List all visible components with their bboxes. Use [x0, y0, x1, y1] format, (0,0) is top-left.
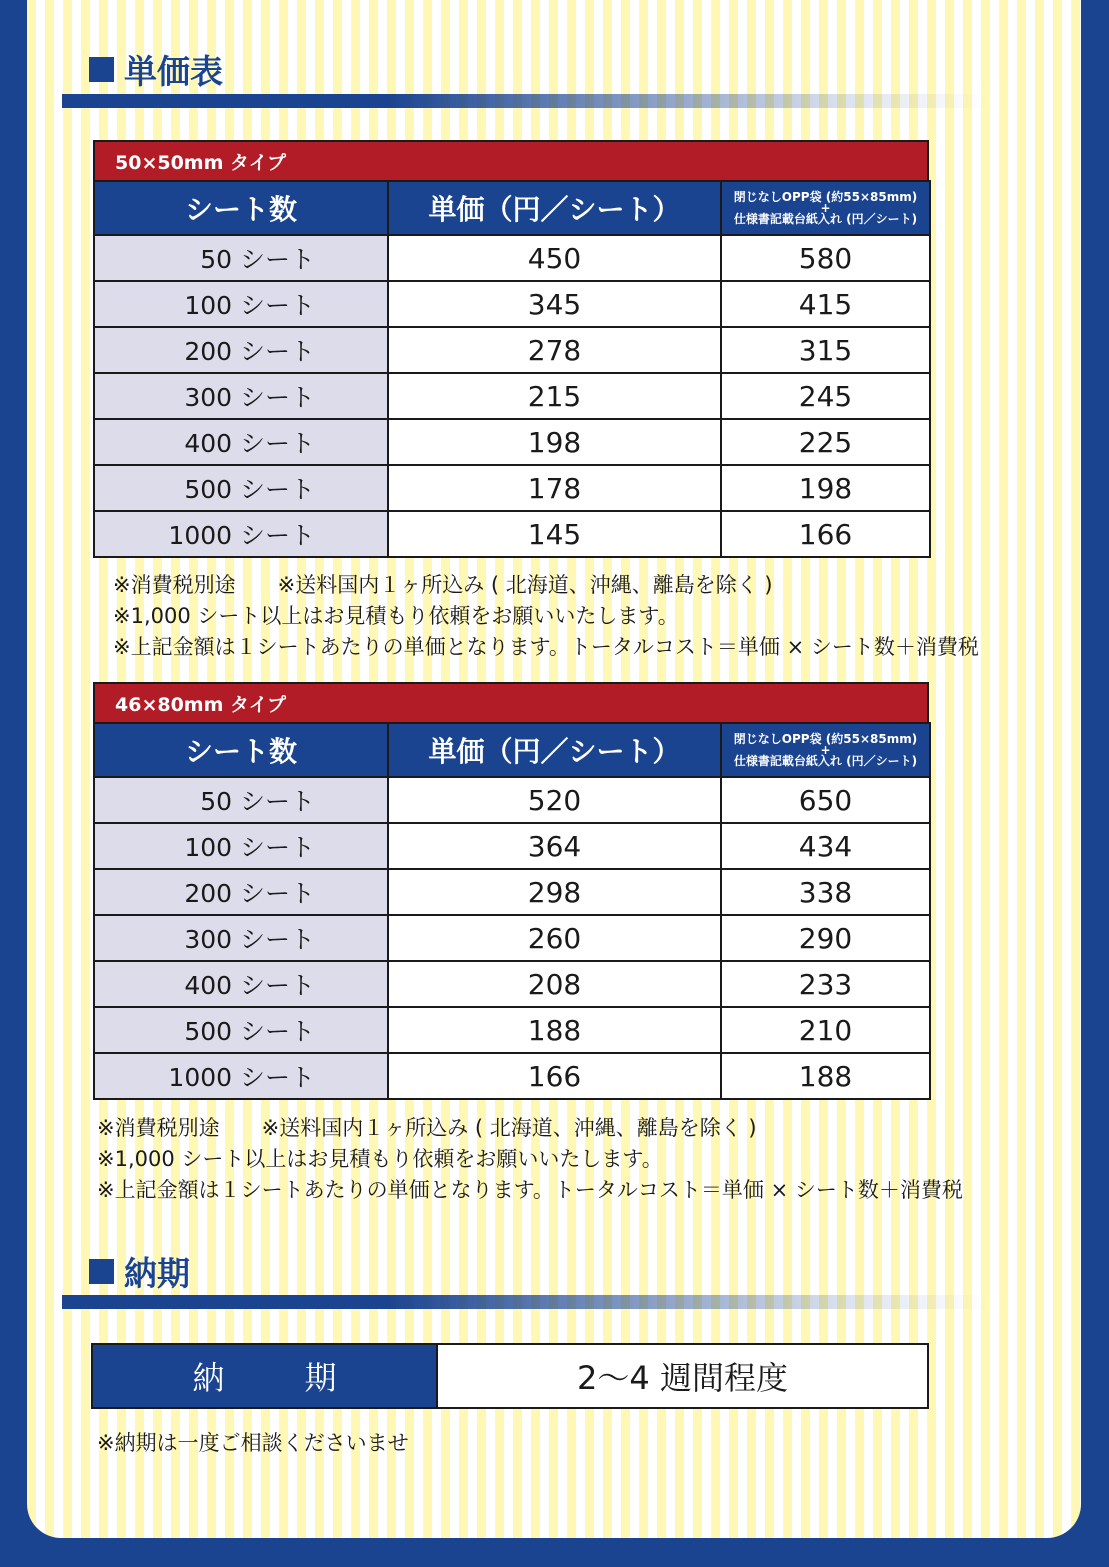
header-opp-line3: 仕様書記載台紙入れ (円／シート) [733, 754, 918, 768]
cell-sheets: 400 シート [94, 961, 388, 1007]
note-line: ※上記金額は１シートあたりの単価となります。トータルコスト＝単価 × シート数＋消費税 [97, 1178, 963, 1202]
header-sheets: シート数 [94, 723, 388, 777]
price-section-heading [89, 46, 223, 93]
cell-opp: 188 [721, 1053, 930, 1099]
price-table-50x50 [93, 140, 929, 558]
cell-price: 145 [388, 511, 721, 557]
cell-price: 178 [388, 465, 721, 511]
table-header-row [94, 181, 930, 235]
table-row [94, 869, 930, 915]
cell-sheets: 1000 シート [94, 511, 388, 557]
header-unit-price: 単価（円／シート） [388, 723, 721, 777]
cell-price: 298 [388, 869, 721, 915]
header-opp-line2: + [820, 743, 831, 757]
table-row [94, 511, 930, 557]
type-label-bar: 46×80mm タイプ [93, 682, 929, 722]
cell-price: 208 [388, 961, 721, 1007]
cell-price: 188 [388, 1007, 721, 1053]
square-bullet-icon [89, 57, 114, 82]
note-line: ※1,000 シート以上はお見積もり依頼をお願いいたします。 [113, 604, 679, 628]
cell-opp: 233 [721, 961, 930, 1007]
cell-opp: 198 [721, 465, 930, 511]
cell-opp: 225 [721, 419, 930, 465]
header-opp-line3: 仕様書記載台紙入れ (円／シート) [733, 212, 918, 226]
price-table [93, 722, 931, 1100]
cell-sheets: 300 シート [94, 915, 388, 961]
cell-price: 278 [388, 327, 721, 373]
table-row [94, 327, 930, 373]
cell-opp: 245 [721, 373, 930, 419]
cell-sheets: 300 シート [94, 373, 388, 419]
cell-price: 215 [388, 373, 721, 419]
cell-sheets: 100 シート [94, 823, 388, 869]
price-table-46x80 [93, 682, 929, 1100]
delivery-value: 2～4 週間程度 [577, 1359, 788, 1397]
table-row [94, 823, 930, 869]
cell-sheets: 50 シート [94, 777, 388, 823]
page-panel [27, 0, 1081, 1538]
notes-table-2 [97, 1113, 963, 1206]
table-row [94, 465, 930, 511]
header-opp [721, 723, 930, 777]
delivery-table [91, 1343, 929, 1409]
delivery-note: ※納期は一度ご相談くださいませ [97, 1431, 409, 1455]
table-header-row [94, 723, 930, 777]
delivery-section-title: 納期 [124, 1254, 190, 1293]
note-line: ※上記金額は１シートあたりの単価となります。トータルコスト＝単価 × シート数＋消費税 [113, 635, 979, 659]
price-table [93, 180, 931, 558]
cell-opp: 415 [721, 281, 930, 327]
cell-sheets: 200 シート [94, 327, 388, 373]
cell-opp: 338 [721, 869, 930, 915]
delivery-section-heading [89, 1248, 190, 1295]
cell-opp: 290 [721, 915, 930, 961]
cell-price: 345 [388, 281, 721, 327]
cell-price: 260 [388, 915, 721, 961]
delivery-label: 納 期 [93, 1345, 438, 1407]
price-section-title: 単価表 [124, 52, 223, 91]
table-row [94, 1007, 930, 1053]
square-bullet-icon [89, 1259, 114, 1284]
cell-price: 364 [388, 823, 721, 869]
cell-price: 450 [388, 235, 721, 281]
cell-sheets: 500 シート [94, 465, 388, 511]
table-row [94, 961, 930, 1007]
table-row [94, 235, 930, 281]
cell-opp: 315 [721, 327, 930, 373]
cell-sheets: 400 シート [94, 419, 388, 465]
type-label-bar: 50×50mm タイプ [93, 140, 929, 180]
cell-sheets: 500 シート [94, 1007, 388, 1053]
table-row [94, 373, 930, 419]
notes-table-1 [113, 570, 979, 663]
section-divider [62, 1295, 987, 1309]
note-line: ※1,000 シート以上はお見積もり依頼をお願いいたします。 [97, 1147, 663, 1171]
table-row [94, 915, 930, 961]
table-row [94, 281, 930, 327]
header-unit-price: 単価（円／シート） [388, 181, 721, 235]
cell-sheets: 50 シート [94, 235, 388, 281]
cell-sheets: 200 シート [94, 869, 388, 915]
header-opp-line2: + [820, 201, 831, 215]
header-opp-line1: 閉じなしOPP袋 (約55×85mm) [733, 190, 918, 204]
note-line: ※消費税別途 ※送料国内１ヶ所込み ( 北海道、沖縄、離島を除く ) [97, 1116, 757, 1140]
table-row [94, 777, 930, 823]
section-divider [62, 94, 987, 108]
note-line: ※消費税別途 ※送料国内１ヶ所込み ( 北海道、沖縄、離島を除く ) [113, 573, 773, 597]
header-opp-line1: 閉じなしOPP袋 (約55×85mm) [733, 732, 918, 746]
cell-opp: 650 [721, 777, 930, 823]
header-sheets: シート数 [94, 181, 388, 235]
cell-opp: 210 [721, 1007, 930, 1053]
header-opp [721, 181, 930, 235]
cell-price: 166 [388, 1053, 721, 1099]
cell-sheets: 100 シート [94, 281, 388, 327]
cell-price: 198 [388, 419, 721, 465]
table-row [94, 1053, 930, 1099]
cell-opp: 580 [721, 235, 930, 281]
cell-sheets: 1000 シート [94, 1053, 388, 1099]
cell-opp: 166 [721, 511, 930, 557]
cell-opp: 434 [721, 823, 930, 869]
table-row [94, 419, 930, 465]
cell-price: 520 [388, 777, 721, 823]
